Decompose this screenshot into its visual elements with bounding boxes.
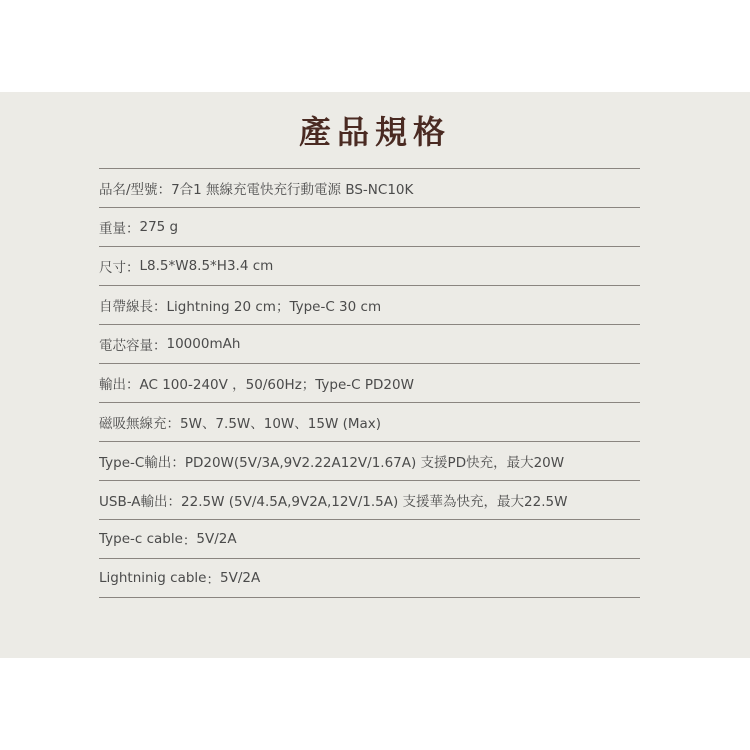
spec-separator: ：	[153, 338, 167, 354]
spec-row-type-c-output	[99, 442, 640, 481]
spec-value: 5V/2A	[196, 531, 237, 547]
spec-label: Type-C輸出	[99, 455, 172, 471]
spec-row-lightning-cable	[99, 559, 640, 598]
spec-value: 7合1 無線充電快充行動電源 BS-NC10K	[171, 182, 414, 198]
spec-value: 275 g	[139, 219, 179, 235]
spec-label: Type-c cable	[99, 531, 183, 547]
spec-value: 22.5W (5V/4.5A,9V2A,12V/1.5A) 支援華為快充，最大22.5W	[181, 494, 568, 510]
spec-separator: ：	[166, 416, 180, 432]
spec-row-usb-a-output	[99, 481, 640, 520]
spec-panel	[0, 92, 750, 658]
spec-value: AC 100-240V ，50/60Hz；Type-C PD20W	[139, 377, 414, 393]
spec-row-wireless	[99, 403, 640, 442]
spec-row-cable-length	[99, 286, 640, 325]
spec-label: 尺寸	[99, 260, 126, 276]
spec-label: 磁吸無線充	[99, 416, 167, 432]
spec-separator: ：	[126, 377, 140, 393]
spec-list	[99, 169, 640, 598]
spec-label: 重量	[99, 221, 126, 237]
spec-row-model	[99, 169, 640, 208]
spec-separator: ：	[182, 533, 197, 549]
spec-separator: ：	[167, 494, 182, 510]
spec-row-output	[99, 364, 640, 403]
spec-separator: ：	[153, 299, 167, 315]
page-title: 產品規格	[298, 113, 451, 151]
spec-row-capacity	[99, 325, 640, 364]
spec-value: 5V/2A	[220, 570, 261, 586]
spec-value: 5W、7.5W、10W、15W (Max)	[180, 416, 382, 432]
spec-label: Lightninig cable	[99, 570, 207, 586]
spec-row-weight	[99, 208, 640, 247]
spec-value: 10000mAh	[166, 336, 241, 352]
spec-value: PD20W(5V/3A,9V2.22A12V/1.67A) 支援PD快充，最大20W	[184, 455, 565, 471]
spec-label: 品名/型號	[99, 182, 158, 198]
spec-label: USB-A輸出	[99, 494, 168, 510]
spec-separator: ：	[157, 182, 172, 198]
spec-value: Lightning 20 cm；Type-C 30 cm	[166, 299, 382, 315]
spec-row-type-c-cable	[99, 520, 640, 559]
spec-separator: ：	[206, 572, 220, 588]
spec-separator: ：	[171, 455, 185, 471]
spec-separator: ：	[126, 221, 140, 237]
spec-separator: ：	[126, 260, 140, 276]
spec-label: 電芯容量	[99, 338, 153, 354]
spec-value: L8.5*W8.5*H3.4 cm	[139, 258, 274, 274]
spec-row-dimensions	[99, 247, 640, 286]
spec-label: 輸出	[99, 377, 126, 393]
spec-label: 自帶線長	[99, 299, 153, 315]
